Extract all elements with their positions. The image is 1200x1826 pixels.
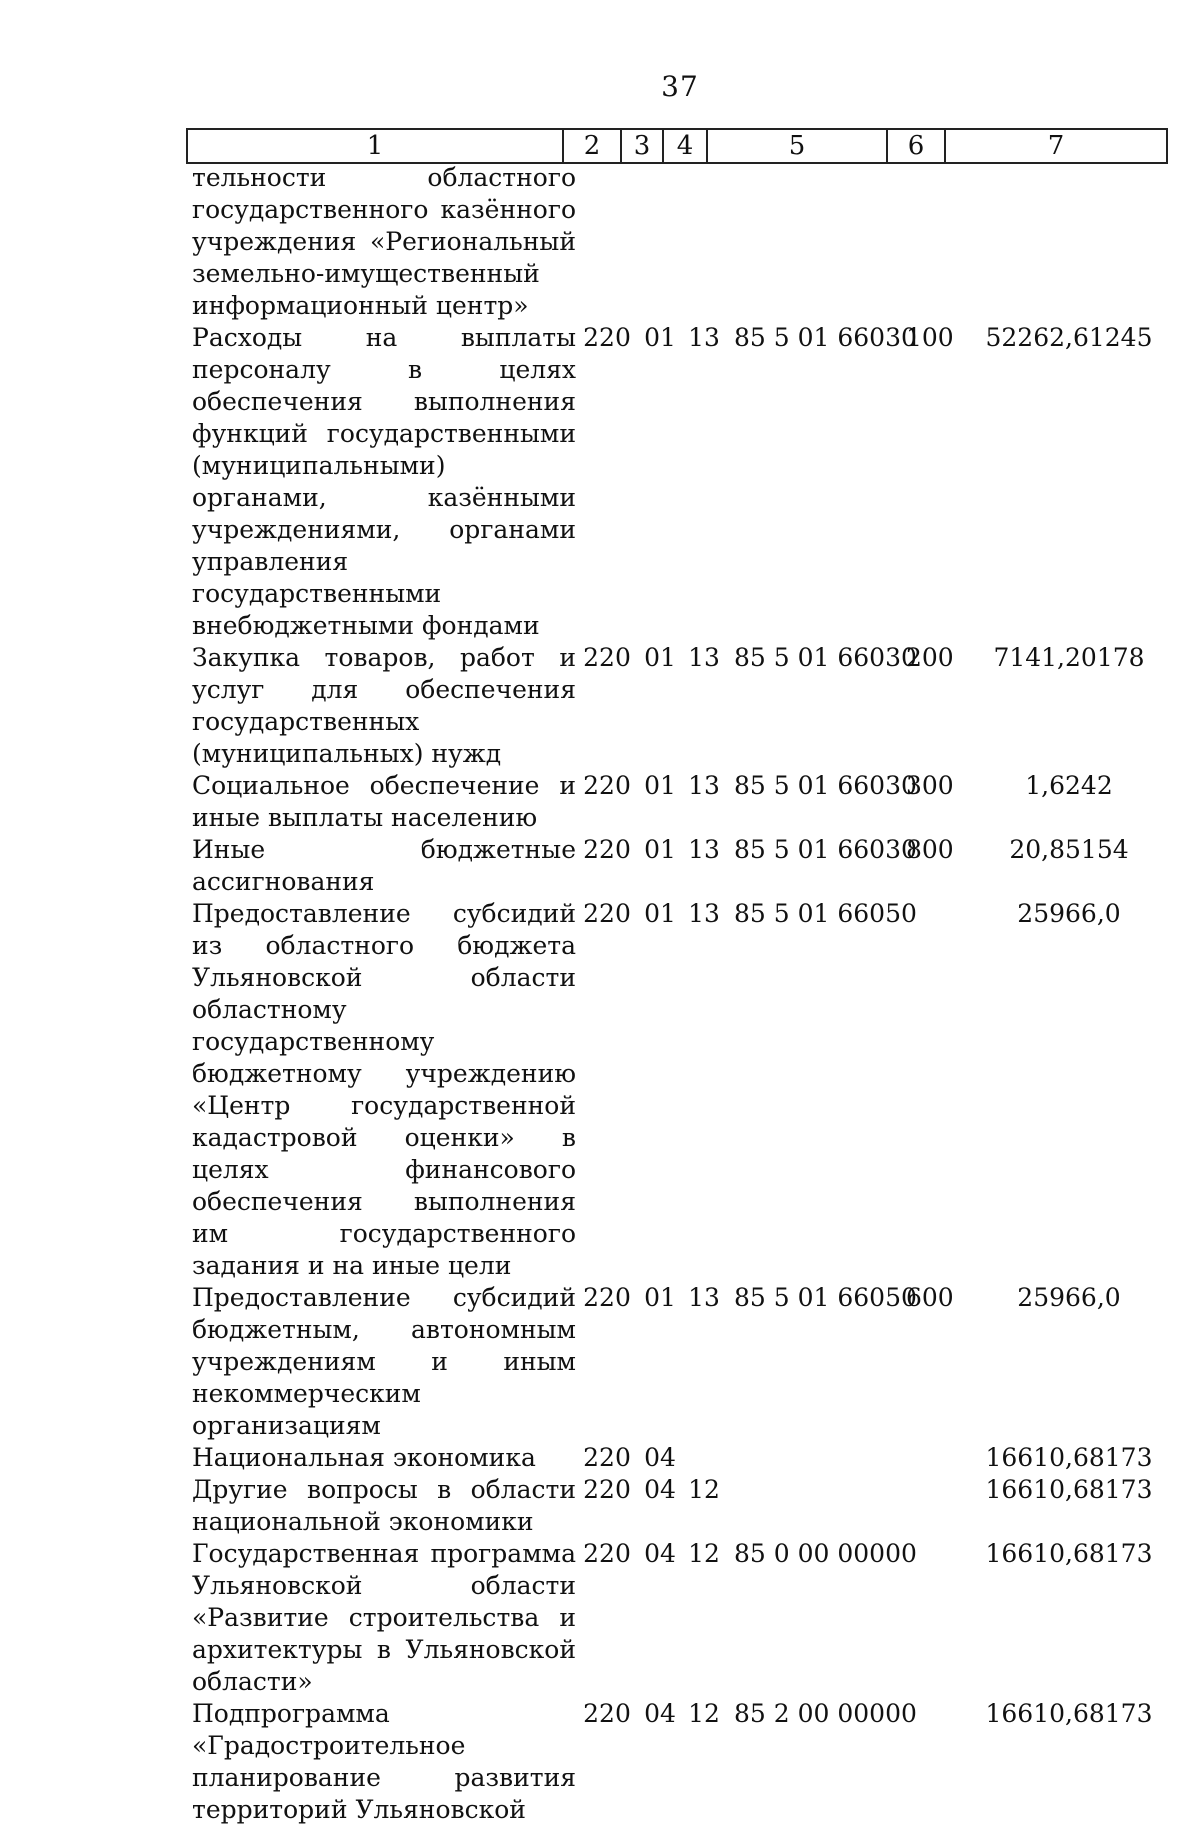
row-description: Подпрограмма «Градостроительное планирование развития территорий Ульяновской: [192, 1699, 576, 1824]
row-description: Социальное обеспечение и иные выплаты населению: [192, 771, 576, 832]
row-code-target: 85 5 01 66050: [734, 899, 917, 928]
table-row: [186, 1698, 1166, 1826]
row-code-subsection: 13: [688, 771, 720, 800]
row-code-target: 85 5 01 66050: [734, 1283, 917, 1312]
table-row: [186, 642, 1166, 770]
row-code-target: 85 0 00 00000: [734, 1539, 917, 1568]
row-code-ministry: 220: [583, 1283, 631, 1312]
row-description: Другие вопросы в области национальной экономики: [192, 1475, 576, 1536]
row-amount: 7141,20178: [993, 643, 1145, 672]
row-description: Закупка товаров, работ и услуг для обеспечения государственных (муниципальных) нужд: [192, 643, 576, 768]
row-code-subsection: 13: [688, 643, 720, 672]
row-amount: 1,6242: [1025, 771, 1113, 800]
row-code-target: 85 5 01 66030: [734, 835, 917, 864]
table-row: [186, 898, 1166, 1282]
row-code-expense-type: 100: [906, 323, 954, 352]
row-code-section: 04: [644, 1539, 676, 1568]
row-code-ministry: 220: [583, 1475, 631, 1504]
row-code-subsection: 13: [688, 899, 720, 928]
row-code-expense-type: 600: [906, 1283, 954, 1312]
row-code-section: 01: [644, 323, 676, 352]
row-code-ministry: 220: [583, 643, 631, 672]
table-row: [186, 834, 1166, 898]
row-code-section: 04: [644, 1475, 676, 1504]
budget-table-body: [186, 162, 1166, 1826]
table-row: [186, 1538, 1166, 1698]
column-header-1: 1: [187, 129, 563, 163]
row-amount: 16610,68173: [985, 1443, 1153, 1472]
column-header-3: 3: [621, 129, 663, 163]
row-code-target: 85 5 01 66030: [734, 771, 917, 800]
row-amount: 16610,68173: [985, 1539, 1153, 1568]
table-row: [186, 322, 1166, 642]
row-code-ministry: 220: [583, 1699, 631, 1728]
table-row: [186, 1474, 1166, 1538]
row-code-ministry: 220: [583, 835, 631, 864]
table-row: [186, 162, 1166, 322]
row-code-subsection: 13: [688, 835, 720, 864]
row-description: Расходы на выплаты персоналу в целях обеспечения выполнения функций государственными (муниципальными) органами, казёнными учреждениями, органами управления государственными внебюджетными фондами: [192, 323, 576, 640]
row-amount: 25966,0: [1017, 1283, 1121, 1312]
row-code-ministry: 220: [583, 1443, 631, 1472]
row-code-section: 01: [644, 1283, 676, 1312]
column-header-row: [187, 129, 1167, 163]
row-amount: 16610,68173: [985, 1699, 1153, 1728]
row-code-section: 04: [644, 1443, 676, 1472]
row-code-ministry: 220: [583, 899, 631, 928]
page-number: 37: [661, 70, 699, 103]
column-header-4: 4: [663, 129, 707, 163]
row-amount: 20,85154: [1009, 835, 1129, 864]
row-description: Иные бюджетные ассигнования: [192, 835, 576, 896]
column-header-5: 5: [707, 129, 887, 163]
table-row: [186, 1282, 1166, 1442]
row-code-subsection: 13: [688, 323, 720, 352]
row-code-section: 01: [644, 643, 676, 672]
column-header-table: [186, 128, 1168, 164]
row-code-target: 85 5 01 66030: [734, 643, 917, 672]
row-amount: 52262,61245: [985, 323, 1153, 352]
column-header-7: 7: [945, 129, 1167, 163]
row-code-expense-type: 200: [906, 643, 954, 672]
row-amount: 25966,0: [1017, 899, 1121, 928]
row-code-section: 04: [644, 1699, 676, 1728]
row-code-ministry: 220: [583, 323, 631, 352]
row-code-ministry: 220: [583, 771, 631, 800]
row-description: Предоставление субсидий из областного бюджета Ульяновской области областному государственному бюджетному учреждению «Центр государственной кадастровой оценки» в целях финансового обеспечения выполнения им государственного задания и на иные цели: [192, 899, 576, 1280]
row-code-subsection: 12: [688, 1475, 720, 1504]
table-row: [186, 1442, 1166, 1474]
row-code-target: 85 2 00 00000: [734, 1699, 917, 1728]
row-code-target: 85 5 01 66030: [734, 323, 917, 352]
row-code-section: 01: [644, 771, 676, 800]
row-code-section: 01: [644, 835, 676, 864]
row-description: Национальная экономика: [192, 1443, 536, 1472]
column-header-6: 6: [887, 129, 945, 163]
table-row: [186, 770, 1166, 834]
row-amount: 16610,68173: [985, 1475, 1153, 1504]
row-code-expense-type: 800: [906, 835, 954, 864]
row-code-expense-type: 300: [906, 771, 954, 800]
row-code-subsection: 12: [688, 1539, 720, 1568]
row-code-ministry: 220: [583, 1539, 631, 1568]
column-header-2: 2: [563, 129, 621, 163]
row-description: тельности областного государственного казённого учреждения «Региональный земельно-имущественный информационный центр»: [192, 163, 576, 320]
row-code-section: 01: [644, 899, 676, 928]
row-code-subsection: 12: [688, 1699, 720, 1728]
row-description: Предоставление субсидий бюджетным, автономным учреждениям и иным некоммерческим организациям: [192, 1283, 576, 1440]
row-description: Государственная программа Ульяновской области «Развитие строительства и архитектуры в Ульяновской области»: [192, 1539, 576, 1696]
row-code-subsection: 13: [688, 1283, 720, 1312]
